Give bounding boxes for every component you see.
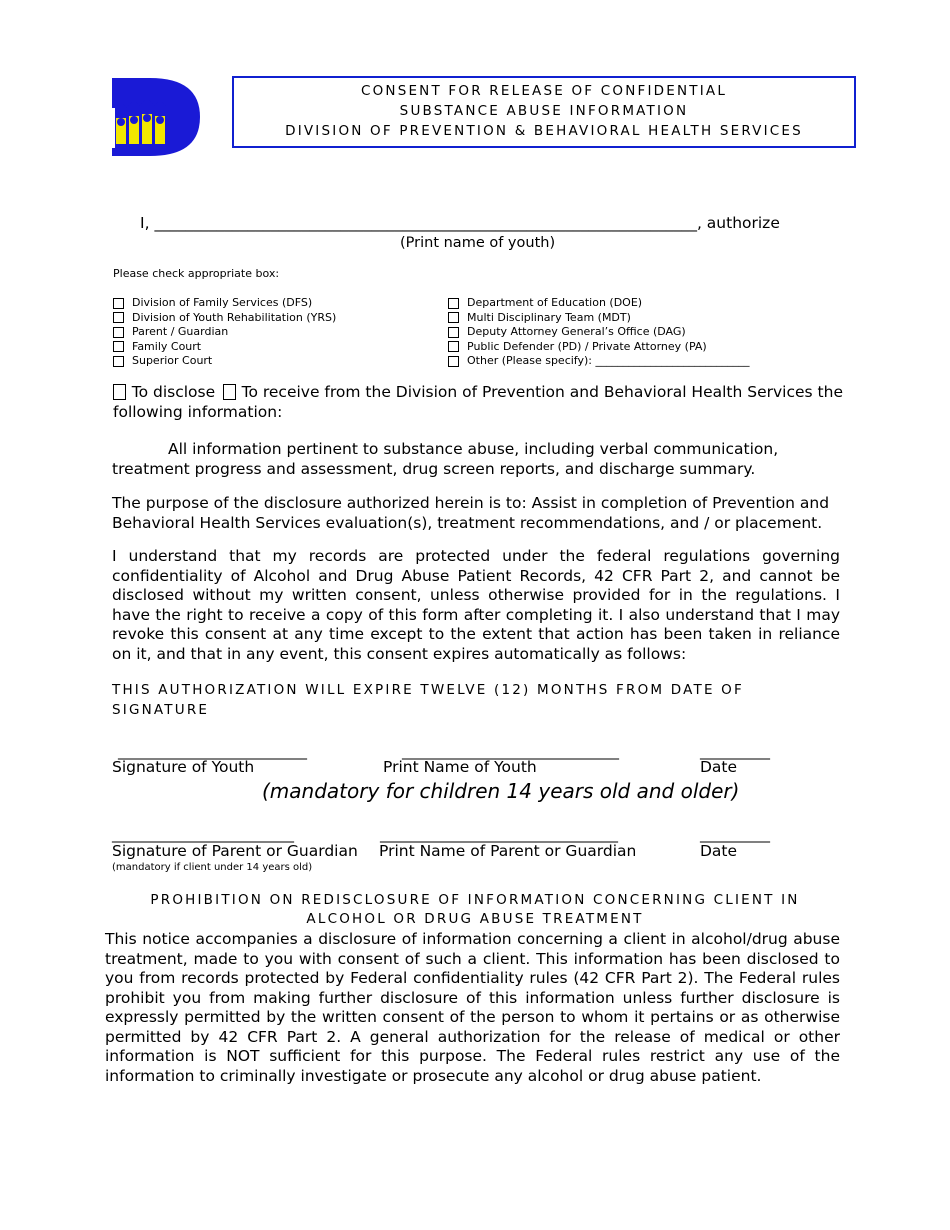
option-label: Family Court [132, 339, 202, 353]
option-dfs [113, 296, 336, 311]
guardian-signature-field[interactable]: __________________________ [112, 827, 294, 843]
prohibition-body: This notice accompanies a disclosure of information concerning a client in alcohol/drug abuse treatment, made to you with consent of such a client. This information has been disclosed to you from records protected by Federal confidentiality rules (42 CFR Part 2). The Federal rules prohibit you from making further disclosure of this information unless further disclosure is expressly permitted by the written consent of the person to whom it pertains or as otherwise permitted by 42 CFR Part 2. A general authorization for the release of medical or other information is NOT sufficient for this purpose. The Federal rules restrict any use of the information to criminally investigate or prosecute any alcohol or drug abuse patient. [105, 930, 840, 1085]
following-information-label: following information: [113, 403, 283, 421]
checkbox[interactable] [448, 312, 459, 323]
option-dag [448, 325, 749, 340]
check-instruction: Please check appropriate box: [113, 267, 280, 280]
print-name-caption: (Print name of youth) [400, 235, 556, 251]
option-label: Public Defender (PD) / Private Attorney (PA) [467, 339, 707, 353]
option-pd-pa [448, 340, 749, 355]
option-label: Multi Disciplinary Team (MDT) [467, 310, 631, 324]
youth-signature-field[interactable]: ___________________________ [118, 744, 307, 760]
youth-mandatory-note: (mandatory for children 14 years old and older) [262, 779, 740, 803]
option-mdt [448, 311, 749, 326]
option-label: Division of Family Services (DFS) [132, 296, 313, 309]
option-parent-guardian [113, 325, 336, 340]
option-label: Superior Court [132, 354, 213, 367]
checkbox[interactable] [113, 312, 124, 323]
recipient-options-left [113, 296, 336, 369]
guardian-print-name-label: Print Name of Parent or Guardian [379, 842, 637, 860]
agency-logo [112, 76, 202, 158]
guardian-date-label: Date [700, 842, 738, 860]
form-title-box [232, 76, 856, 148]
authorize-prefix: I, [140, 214, 150, 232]
checkbox[interactable] [448, 356, 459, 367]
youth-print-name-label: Print Name of Youth [383, 758, 537, 776]
checkbox[interactable] [448, 298, 459, 309]
form-title-line-2: SUBSTANCE ABUSE INFORMATION [399, 103, 689, 119]
option-label: Other (Please specify): ____________________________ [467, 354, 750, 367]
option-label: Parent / Guardian [132, 325, 229, 338]
purpose-paragraph: The purpose of the disclosure authorized herein is to: Assist in completion of Prevention and Behavioral Health Services evaluation(s), treatment recommendations, and / or placement. [112, 494, 830, 532]
checkbox[interactable] [113, 298, 124, 309]
prohibition-title [112, 891, 838, 929]
disclose-receive-block [113, 382, 843, 422]
guardian-date-field[interactable]: __________ [700, 827, 770, 843]
expiration-notice: THIS AUTHORIZATION WILL EXPIRE TWELVE (12) MONTHS FROM DATE OF SIGNATURE [112, 682, 744, 718]
checkbox[interactable] [113, 356, 124, 367]
understand-paragraph: I understand that my records are protected under the federal regulations governing confidentiality of Alcohol and Drug Abuse Patient Records, 42 CFR Part 2, and cannot be disclosed without my written consent, unless otherwise provided for in the regulations. I have the right to receive a copy of this form after completing it. I also understand that I may revoke this consent at any time except to the extent that action has been taken in reliance on it, and that in any event, this consent expires automatically as follows: [112, 547, 840, 663]
checkbox[interactable] [448, 327, 459, 338]
youth-signature-label: Signature of Youth [112, 758, 255, 776]
option-family-court [113, 340, 336, 355]
authorize-suffix: , authorize [696, 214, 780, 232]
youth-name-blank[interactable]: ______________________________________________________________________ [154, 214, 697, 232]
to-receive-checkbox[interactable] [223, 384, 236, 400]
checkbox[interactable] [448, 341, 459, 352]
guardian-print-name-field[interactable]: __________________________________ [380, 827, 618, 843]
to-disclose-checkbox[interactable] [113, 384, 126, 400]
checkbox[interactable] [113, 327, 124, 338]
form-title-line-1: CONSENT FOR RELEASE OF CONFIDENTIAL [360, 83, 728, 99]
checkbox[interactable] [113, 341, 124, 352]
option-doe [448, 296, 749, 311]
to-receive-label: To receive from the Division of Prevention and Behavioral Health Services the [241, 383, 843, 401]
youth-date-field[interactable]: __________ [700, 744, 770, 760]
option-superior-court [113, 354, 336, 369]
option-other [448, 354, 749, 369]
option-label: Division of Youth Rehabilitation (YRS) [132, 310, 337, 324]
option-label: Department of Education (DOE) [467, 296, 643, 309]
option-yrs [113, 311, 336, 326]
guardian-signature-label: Signature of Parent or Guardian [112, 842, 358, 860]
option-label: Deputy Attorney General’s Office (DAG) [467, 325, 686, 338]
prohibition-title-line-2: ALCOHOL OR DRUG ABUSE TREATMENT [306, 911, 644, 927]
youth-date-label: Date [700, 758, 738, 776]
authorize-line [140, 214, 780, 232]
information-paragraph: All information pertinent to substance abuse, including verbal communication, treatment progress and assessment, drug screen reports, and discharge summary. [112, 440, 779, 478]
guardian-mandatory-note: (mandatory if client under 14 years old) [112, 862, 313, 873]
to-disclose-label: To disclose [131, 383, 216, 401]
form-title-line-3: DIVISION OF PREVENTION & BEHAVIORAL HEALTH SERVICES [285, 123, 803, 139]
prohibition-title-line-1: PROHIBITION ON REDISCLOSURE OF INFORMATION CONCERNING CLIENT IN [150, 892, 800, 908]
recipient-options-right [448, 296, 749, 369]
youth-print-name-field[interactable]: _______________________________ [402, 744, 619, 760]
